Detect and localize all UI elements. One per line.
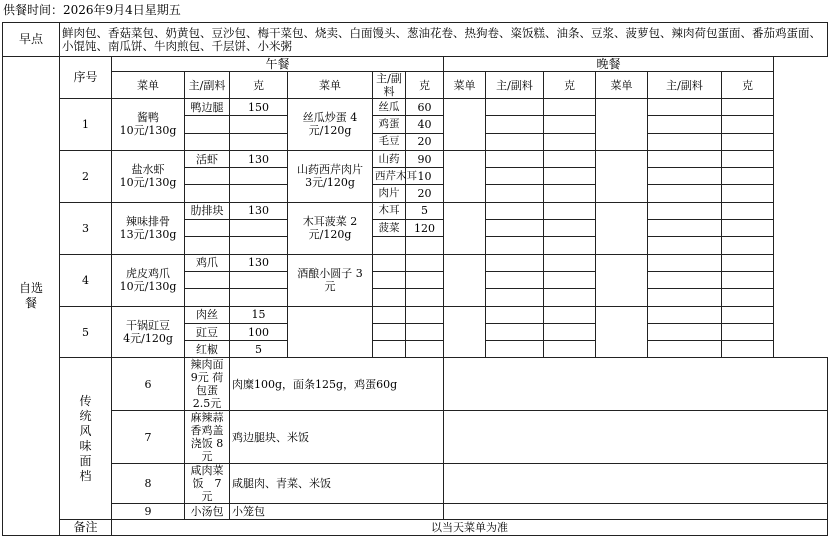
dish-col-header: 菜单: [112, 72, 185, 99]
lunch-grams-a: [230, 237, 288, 254]
grams-col-header: 克: [406, 72, 444, 99]
dinner-ingredient-a: [486, 271, 544, 288]
dinner-ingredient-a: [486, 168, 544, 185]
row-number: 9: [112, 504, 185, 520]
dinner-dish-b: [596, 99, 648, 151]
dinner-grams-a: [544, 202, 596, 219]
lunch-grams-b: 20: [406, 185, 444, 202]
lunch-ingredient-a: 鸭边腿: [185, 99, 230, 116]
dinner-grams-b: [722, 254, 774, 271]
row-number: 2: [60, 150, 112, 202]
dinner-dish-b: [596, 150, 648, 202]
lunch-grams-b: [406, 341, 444, 358]
row-number: 8: [112, 464, 185, 504]
row-number: 7: [112, 411, 185, 464]
ingredient-col-header: 主/副料: [373, 72, 406, 99]
lunch-grams-b: 120: [406, 220, 444, 237]
dinner-grams-b: [722, 237, 774, 254]
lunch-grams-b: [406, 237, 444, 254]
service-date: 供餐时间：2026年9月4日星期五: [3, 3, 181, 17]
dinner-ingredient-b: [648, 99, 722, 116]
lunch-grams-b: 20: [406, 133, 444, 150]
dinner-dish-b: [596, 306, 648, 358]
menu-table: [2, 22, 828, 536]
dinner-ingredient-a: [486, 220, 544, 237]
lunch-dish-a: 盐水虾 10元/130g: [112, 150, 185, 202]
dinner-grams-a: [544, 254, 596, 271]
lunch-dish-a: 辣味排骨 13元/130g: [112, 202, 185, 254]
trad-description: 小笼包: [230, 504, 444, 520]
dinner-grams-a: [544, 168, 596, 185]
dinner-grams-a: [544, 341, 596, 358]
dinner-ingredient-a: [486, 185, 544, 202]
dinner-grams-a: [544, 323, 596, 340]
dinner-ingredient-b: [648, 150, 722, 167]
row-number: 1: [60, 99, 112, 151]
dinner-grams-b: [722, 220, 774, 237]
lunch-ingredient-b: 鸡蛋: [373, 116, 406, 133]
trad-dish: 辣肉面9元 荷包蛋2.5元: [185, 358, 230, 411]
lunch-ingredient-b: 木耳: [373, 202, 406, 219]
lunch-ingredient-a: 鸡爪: [185, 254, 230, 271]
lunch-grams-b: [406, 289, 444, 306]
lunch-grams-a: [230, 271, 288, 288]
dinner-grams-b: [722, 150, 774, 167]
dinner-ingredient-a: [486, 341, 544, 358]
dish-col-header: 菜单: [596, 72, 648, 99]
lunch-ingredient-a: 红椒: [185, 341, 230, 358]
lunch-ingredient-a: [185, 271, 230, 288]
lunch-grams-a: [230, 133, 288, 150]
dinner-ingredient-b: [648, 271, 722, 288]
section-self-label: 自选餐: [3, 57, 60, 536]
dinner-grams-a: [544, 220, 596, 237]
lunch-ingredient-b: [373, 306, 406, 323]
lunch-grams-a: 130: [230, 150, 288, 167]
dinner-grams-b: [722, 202, 774, 219]
dinner-grams-b: [722, 289, 774, 306]
trad-dish: 小汤包: [185, 504, 230, 520]
lunch-ingredient-b: 西芹木耳: [373, 168, 406, 185]
dinner-grams-a: [544, 185, 596, 202]
dinner-ingredient-a: [486, 202, 544, 219]
dinner-ingredient-b: [648, 289, 722, 306]
dinner-ingredient-b: [648, 306, 722, 323]
dinner-grams-a: [544, 116, 596, 133]
dinner-ingredient-a: [486, 323, 544, 340]
dinner-grams-b: [722, 168, 774, 185]
dinner-grams-b: [722, 271, 774, 288]
lunch-dish-a: 酱鸭 10元/130g: [112, 99, 185, 151]
dinner-ingredient-b: [648, 133, 722, 150]
dish-col-header: 菜单: [444, 72, 486, 99]
trad-description: 鸡边腿块、米饭: [230, 411, 444, 464]
lunch-ingredient-a: 肋排块: [185, 202, 230, 219]
dinner-dish-a: [444, 254, 486, 306]
dinner-ingredient-b: [648, 116, 722, 133]
dinner-ingredient-b: [648, 341, 722, 358]
row-number: 3: [60, 202, 112, 254]
dinner-ingredient-a: [486, 254, 544, 271]
dinner-grams-a: [544, 306, 596, 323]
dinner-grams-a: [544, 99, 596, 116]
grams-col-header: 克: [722, 72, 774, 99]
dinner-ingredient-b: [648, 237, 722, 254]
dinner-ingredient-b: [648, 323, 722, 340]
dinner-dish-b: [596, 202, 648, 254]
index-header: 序号: [60, 57, 112, 99]
trad-empty: [444, 504, 828, 520]
lunch-dish-b: [288, 306, 373, 358]
lunch-grams-a: 100: [230, 323, 288, 340]
lunch-grams-b: 10: [406, 168, 444, 185]
lunch-ingredient-a: [185, 133, 230, 150]
lunch-ingredient-b: [373, 289, 406, 306]
dinner-ingredient-a: [486, 306, 544, 323]
dinner-grams-a: [544, 237, 596, 254]
dinner-dish-a: [444, 306, 486, 358]
lunch-dish-b: 酒酿小圆子 3元: [288, 254, 373, 306]
dinner-grams-a: [544, 271, 596, 288]
dinner-ingredient-b: [648, 254, 722, 271]
lunch-ingredient-a: [185, 220, 230, 237]
lunch-ingredient-a: [185, 116, 230, 133]
dinner-ingredient-a: [486, 99, 544, 116]
dinner-ingredient-b: [648, 185, 722, 202]
lunch-ingredient-b: [373, 341, 406, 358]
lunch-ingredient-b: [373, 323, 406, 340]
breakfast-label: 早点: [3, 23, 60, 57]
dinner-ingredient-b: [648, 168, 722, 185]
ingredient-col-header: 主/副料: [486, 72, 544, 99]
lunch-ingredient-a: [185, 289, 230, 306]
dinner-grams-a: [544, 133, 596, 150]
lunch-grams-a: 130: [230, 254, 288, 271]
dinner-dish-b: [596, 254, 648, 306]
dinner-dish-a: [444, 99, 486, 151]
trad-empty: [444, 358, 828, 411]
dinner-grams-a: [544, 289, 596, 306]
trad-description: 肉糜100g，面条125g，鸡蛋60g: [230, 358, 444, 411]
lunch-dish-b: 丝瓜炒蛋 4元/120g: [288, 99, 373, 151]
lunch-grams-b: 60: [406, 99, 444, 116]
dinner-header: 晚餐: [444, 57, 774, 72]
lunch-ingredient-a: [185, 237, 230, 254]
lunch-grams-b: 40: [406, 116, 444, 133]
lunch-dish-b: 山药西芹肉片3元/120g: [288, 150, 373, 202]
lunch-grams-a: 5: [230, 341, 288, 358]
dish-col-header: 菜单: [288, 72, 373, 99]
dinner-grams-b: [722, 116, 774, 133]
lunch-grams-b: 5: [406, 202, 444, 219]
dinner-grams-b: [722, 323, 774, 340]
trad-empty: [444, 411, 828, 464]
row-number: 5: [60, 306, 112, 358]
lunch-dish-a: 虎皮鸡爪 10元/130g: [112, 254, 185, 306]
lunch-grams-a: [230, 220, 288, 237]
dinner-ingredient-b: [648, 220, 722, 237]
trad-empty: [444, 464, 828, 504]
lunch-ingredient-a: 豇豆: [185, 323, 230, 340]
grams-col-header: 克: [230, 72, 288, 99]
lunch-ingredient-a: [185, 185, 230, 202]
grams-col-header: 克: [544, 72, 596, 99]
dinner-ingredient-a: [486, 133, 544, 150]
lunch-ingredient-b: [373, 254, 406, 271]
lunch-ingredient-b: 菠菜: [373, 220, 406, 237]
lunch-ingredient-a: [185, 168, 230, 185]
dinner-grams-a: [544, 150, 596, 167]
ingredient-col-header: 主/副料: [185, 72, 230, 99]
lunch-dish-a: 干锅豇豆 4元/120g: [112, 306, 185, 358]
lunch-ingredient-a: 活虾: [185, 150, 230, 167]
lunch-grams-b: 90: [406, 150, 444, 167]
dinner-grams-b: [722, 306, 774, 323]
lunch-dish-b: 木耳菠菜 2元/120g: [288, 202, 373, 254]
dinner-ingredient-a: [486, 289, 544, 306]
dinner-ingredient-a: [486, 116, 544, 133]
lunch-ingredient-b: [373, 271, 406, 288]
trad-dish: 咸肉菜饭 7元: [185, 464, 230, 504]
remark-text: 以当天菜单为准: [112, 520, 828, 536]
lunch-header: 午餐: [112, 57, 444, 72]
lunch-grams-b: [406, 306, 444, 323]
trad-dish: 麻辣蒜香鸡盖浇饭 8元: [185, 411, 230, 464]
lunch-grams-a: 15: [230, 306, 288, 323]
ingredient-col-header: 主/副料: [648, 72, 722, 99]
lunch-ingredient-b: [373, 237, 406, 254]
dinner-grams-b: [722, 99, 774, 116]
section-trad-label: 传统风味面档: [60, 358, 112, 520]
dinner-dish-a: [444, 150, 486, 202]
dinner-dish-a: [444, 202, 486, 254]
lunch-grams-a: [230, 116, 288, 133]
dinner-grams-b: [722, 185, 774, 202]
lunch-grams-b: [406, 323, 444, 340]
dinner-ingredient-b: [648, 202, 722, 219]
lunch-grams-a: [230, 168, 288, 185]
dinner-ingredient-a: [486, 237, 544, 254]
breakfast-items: 鲜肉包、香菇菜包、奶黄包、豆沙包、梅干菜包、烧卖、白面馒头、葱油花卷、热狗卷、粢饭糕、油条、豆浆、菠萝包、辣肉荷包蛋面、番茄鸡蛋面、小馄饨、南瓜饼、牛肉煎包、千层饼、小米粥: [60, 23, 828, 57]
lunch-grams-a: 150: [230, 99, 288, 116]
lunch-ingredient-a: 肉丝: [185, 306, 230, 323]
remark-label: 备注: [60, 520, 112, 536]
dinner-ingredient-a: [486, 150, 544, 167]
dinner-grams-b: [722, 133, 774, 150]
lunch-ingredient-b: 山药: [373, 150, 406, 167]
lunch-grams-a: [230, 185, 288, 202]
lunch-ingredient-b: 丝瓜: [373, 99, 406, 116]
lunch-grams-a: [230, 289, 288, 306]
dinner-grams-b: [722, 341, 774, 358]
row-number: 6: [112, 358, 185, 411]
trad-description: 咸腿肉、青菜、米饭: [230, 464, 444, 504]
lunch-grams-b: [406, 271, 444, 288]
lunch-grams-a: 130: [230, 202, 288, 219]
row-number: 4: [60, 254, 112, 306]
lunch-ingredient-b: 肉片: [373, 185, 406, 202]
lunch-grams-b: [406, 254, 444, 271]
lunch-ingredient-b: 毛豆: [373, 133, 406, 150]
